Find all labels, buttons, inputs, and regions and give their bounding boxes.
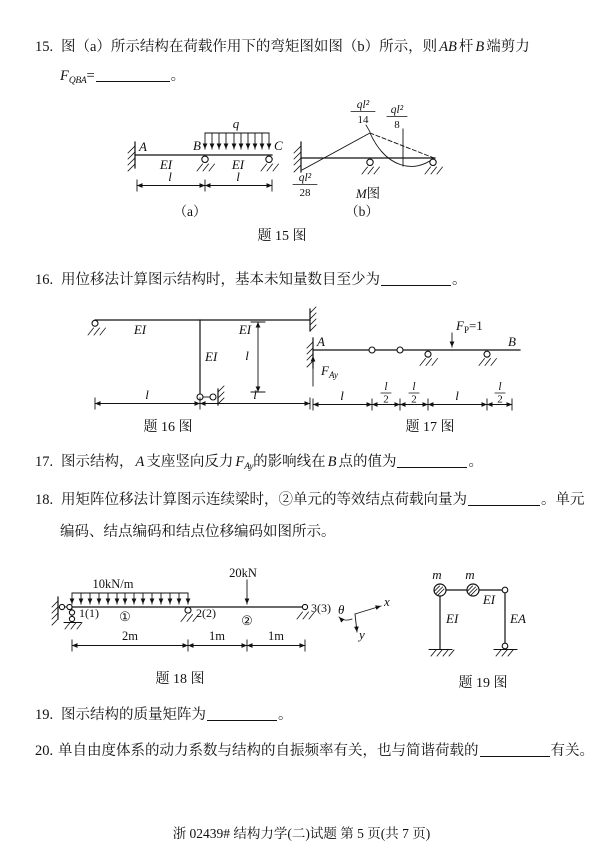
- support-1-hatching: [420, 359, 438, 366]
- moment-parabola: [370, 133, 434, 166]
- figure-17-caption: 题 17 图: [405, 420, 455, 435]
- theta-label: θ: [338, 602, 345, 617]
- var-AB: AB: [439, 39, 457, 55]
- hinge-2: [397, 347, 403, 353]
- wall-right-hatching: [310, 307, 316, 331]
- node-label-2: 2(2): [196, 606, 216, 620]
- var-B: B: [475, 39, 485, 55]
- FP-sub: P: [463, 325, 469, 335]
- answer-blank-17: [397, 453, 467, 468]
- question-17-text-4: 点的值为: [338, 454, 397, 470]
- label-C: C: [274, 138, 283, 153]
- mass-label-1: m: [432, 567, 442, 582]
- FP-var: F: [456, 318, 464, 333]
- label-A: A: [317, 334, 325, 349]
- var-F: F: [60, 68, 69, 84]
- answer-blank-16: [381, 271, 451, 286]
- label-EI-column: EI: [446, 611, 459, 626]
- roller-support-2: [484, 351, 490, 357]
- question-19-number: 19.: [35, 707, 54, 723]
- distributed-load-arrows: [72, 593, 188, 604]
- link-pin: [210, 394, 216, 400]
- support-2-hatching: [479, 359, 497, 366]
- question-15-number: 15.: [35, 39, 54, 55]
- page-footer: 浙 02439# 结构力学(二)试题 第 5 页(共 7 页): [172, 826, 431, 841]
- question-19-text: 图示结构的质量矩阵为: [61, 707, 206, 723]
- fig15a-structure: [128, 133, 279, 191]
- dim-l-1: l: [340, 388, 344, 403]
- element-label-1: ①: [119, 609, 131, 624]
- question-15-text-3: 端剪力: [486, 39, 530, 55]
- FAy-var: F: [321, 363, 329, 378]
- question-17-text-1: 图示结构，: [61, 454, 134, 470]
- fig19-frame: [429, 584, 517, 656]
- figure-15-caption: 题 15 图: [257, 229, 307, 244]
- question-15-line-2: [60, 66, 185, 91]
- dim-label-1m-a: 1m: [209, 629, 225, 643]
- question-17: [35, 452, 483, 477]
- answer-blank-18: [468, 491, 540, 506]
- fraction-28-denominator: 28: [299, 187, 311, 199]
- question-18-line-2: [60, 522, 336, 542]
- node-label-3: 3(3): [311, 601, 331, 615]
- label-EI-left: EI: [133, 322, 147, 337]
- question-18-line-1: [35, 490, 585, 510]
- support-left-hatching: [88, 328, 106, 335]
- mass-label-2: m: [465, 567, 475, 582]
- question-16: [35, 270, 467, 290]
- wall-hatching: [128, 146, 135, 171]
- dim-l-2: l: [455, 388, 459, 403]
- hinge-top-right: [502, 587, 508, 593]
- label-EA-column: EA: [510, 611, 526, 626]
- var-A: A: [135, 454, 145, 470]
- question-18-text-3: 编码、结点编码和结点位移编码如图所示。: [60, 524, 336, 540]
- support-right-hatching: [425, 167, 443, 174]
- question-17-text-2: 支座竖向反力: [146, 454, 234, 470]
- question-18-text-1: 用矩阵位移法计算图示连续梁时，②单元的等效结点荷载向量为: [61, 492, 467, 508]
- hinge-bottom-right: [502, 643, 508, 649]
- support-B-hatching: [197, 164, 215, 171]
- label-EI-2: EI: [231, 157, 245, 172]
- caption-b: （b）: [345, 204, 379, 219]
- load-label-10kNm: 10kN/m: [92, 577, 134, 591]
- roller-support-mid: [367, 159, 373, 165]
- vlink-pin-bottom: [69, 616, 74, 621]
- label-M: M: [355, 186, 367, 201]
- question-20-text-1: 单自由度体系的动力系数与结构的自振频率有关，也与简谐荷载的: [58, 743, 479, 759]
- label-B: B: [193, 138, 201, 153]
- dim-l1: l: [168, 169, 172, 184]
- var-F-subscript: Ay: [244, 462, 254, 472]
- dim-frac2-den: 2: [411, 393, 417, 406]
- question-17-text-3: 的影响线在: [253, 454, 326, 470]
- support-C-hatching: [261, 164, 279, 171]
- question-16-text: 用位移法计算图示结构时，基本未知量数目至少为: [61, 272, 380, 288]
- question-15-line-1: [35, 37, 530, 57]
- dim-l2: l: [236, 169, 240, 184]
- dim-l-vertical: l: [245, 348, 249, 363]
- x-axis-label: x: [384, 594, 390, 609]
- y-axis-arrow: [355, 614, 357, 632]
- wall-A-hatching: [307, 342, 313, 367]
- fraction-8-denominator: 8: [394, 119, 400, 131]
- question-18-number: 18.: [35, 492, 54, 508]
- question-15-text-2: 杆: [458, 39, 474, 55]
- label-FAy: [320, 363, 338, 380]
- question-18-text-2: 。单元: [541, 492, 585, 508]
- label-EI-beam: EI: [482, 592, 496, 607]
- figure-18-19: [0, 556, 603, 696]
- figure-18-caption: 题 18 图: [155, 672, 205, 687]
- label-A: A: [139, 139, 147, 154]
- ground-left-hatching: [431, 650, 454, 656]
- moment-diagram-label: [355, 186, 380, 201]
- label-connector: [366, 125, 370, 132]
- dim-frac1-num: l: [384, 381, 388, 393]
- fraction-28-numerator: ql²: [298, 172, 312, 184]
- vlink-pin-top: [69, 610, 74, 615]
- caption-a: （a）: [173, 204, 207, 219]
- roller-support-2: [185, 607, 191, 613]
- equals-sign: =: [86, 68, 95, 84]
- hinge-1: [369, 347, 375, 353]
- roller-support-1: [425, 351, 431, 357]
- ground-hatching-1: [65, 623, 82, 630]
- distributed-load-arrows: [205, 133, 269, 149]
- question-17-number: 17.: [35, 454, 54, 470]
- period: 。: [170, 68, 186, 84]
- roller-support-B: [202, 156, 208, 162]
- question-15-text-1: 图（a）所示结构在荷载作用下的弯矩图如图（b）所示，则: [61, 39, 438, 55]
- FAy-sub: Ay: [328, 370, 338, 380]
- dim-l-left: l: [145, 387, 149, 402]
- question-20-number: 20.: [35, 743, 54, 759]
- link-wall-hatching: [218, 386, 224, 404]
- question-20: [35, 741, 594, 761]
- FP-eq: =1: [468, 318, 483, 333]
- roller-support-right: [430, 159, 436, 165]
- label-tu: 图: [366, 186, 381, 201]
- dim-frac2-num: l: [412, 381, 416, 393]
- label-EI-1: EI: [159, 157, 173, 172]
- dim-frac3-den: 2: [497, 393, 503, 406]
- label-FP1: [455, 318, 483, 335]
- fraction-14-numerator: ql²: [356, 99, 370, 111]
- dim-frac3-num: l: [498, 381, 502, 393]
- left-wall-hatching: [52, 601, 58, 625]
- y-axis-label: y: [359, 627, 365, 642]
- question-16-number: 16.: [35, 272, 54, 288]
- link-pin-wall: [59, 604, 64, 609]
- var-B: B: [327, 454, 337, 470]
- var-F: F: [235, 454, 245, 470]
- figure-15: [0, 94, 603, 246]
- period: 。: [278, 707, 293, 723]
- question-20-text-2: 有关。: [550, 743, 594, 759]
- link-pin-node: [67, 604, 72, 609]
- figure-16-17: [0, 296, 603, 444]
- pin-support-left: [92, 320, 98, 326]
- figure-19-caption: 题 19 图: [458, 676, 508, 691]
- fraction-8-numerator: ql²: [390, 104, 404, 116]
- moment-chord-dashed: [370, 133, 434, 158]
- label-q: q: [232, 116, 240, 131]
- theta-arc-arrow: [339, 617, 352, 620]
- ground-right-hatching: [496, 650, 513, 656]
- wall-hatching: [294, 146, 301, 172]
- dim-label-1m-b: 1m: [268, 629, 284, 643]
- period: 。: [468, 454, 483, 470]
- moment-line-AB: [302, 133, 370, 170]
- period: 。: [452, 272, 467, 288]
- figure-16-caption: 题 16 图: [143, 420, 193, 435]
- answer-blank-20: [480, 742, 550, 757]
- dim-label-2m: 2m: [122, 629, 138, 643]
- x-axis-arrow: [355, 606, 381, 614]
- answer-blank-15: [96, 67, 170, 82]
- dim-l-right: l: [253, 387, 257, 402]
- label-EI-right: EI: [238, 322, 252, 337]
- element-label-2: ②: [241, 613, 253, 628]
- fig16-structure: [88, 307, 316, 409]
- support-mid-hatching: [362, 167, 380, 174]
- dim-frac1-den: 2: [383, 393, 389, 406]
- roller-support-C: [266, 156, 272, 162]
- fraction-14-denominator: 14: [357, 114, 369, 126]
- question-19: [35, 705, 293, 725]
- node-label-1: 1(1): [79, 606, 99, 620]
- roller-support-3: [302, 604, 307, 609]
- label-B: B: [508, 334, 516, 349]
- load-label-20kN: 20kN: [229, 566, 257, 580]
- answer-blank-19: [207, 706, 277, 721]
- var-F-subscript: QBA: [68, 76, 87, 86]
- label-EI-column: EI: [205, 349, 218, 364]
